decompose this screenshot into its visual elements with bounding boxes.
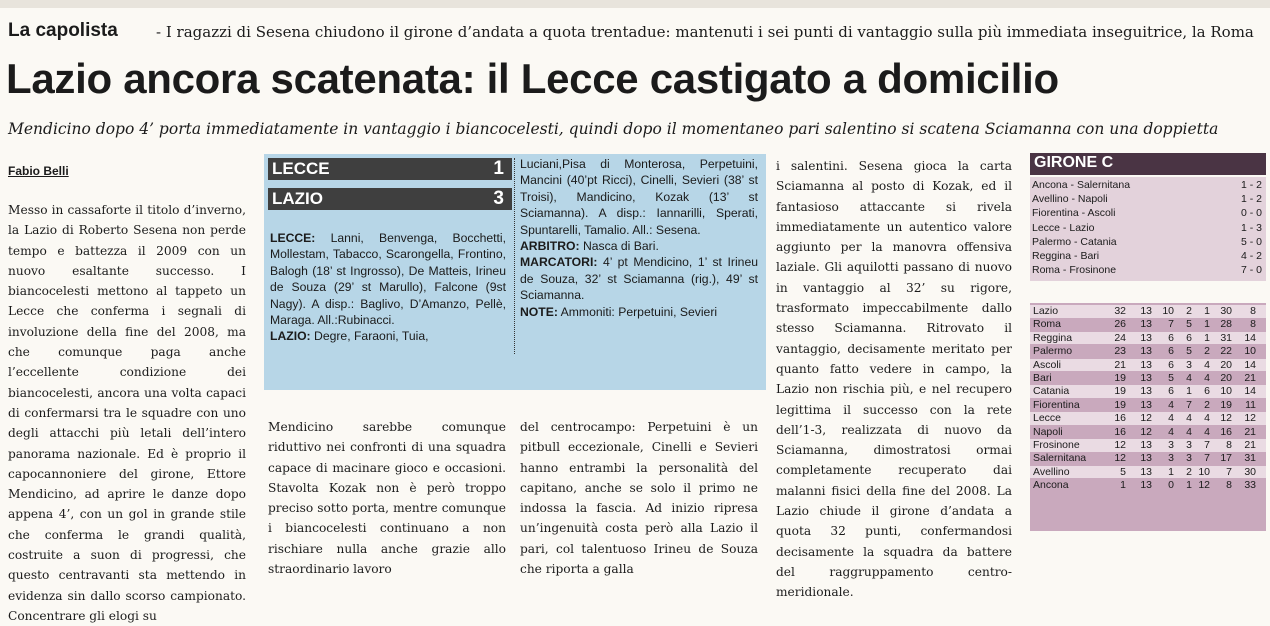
standings-value: 19 — [1114, 385, 1126, 398]
standings-value: 12 — [1198, 479, 1210, 492]
result-match: Roma - Frosinone — [1032, 264, 1117, 277]
standings-value: 8 — [1250, 318, 1256, 331]
article-column-1: Messo in cassaforte il titolo d’inverno, la Lazio di Roberto Sesena non perde tempo e battezza il 2009 con un nuovo esaltante successo. I biancocelesti mettono al tappeto un Lecce che conferma i segnali di involuzione della fine del 2008, ma che comunque paga anche l’eccellente condizione dei biancocelesti, ancora una volta capaci di confermarsi tra le squadre con uno degli attacchi più letali dell’intero panorama nazionale. Ed è proprio il capocannoniere del girone, Ettore Mendicino, ad aprire le danze dopo appena 4’, con un gol in grande stile che conferma le grandi qualità, costruite a suon di progressi, che questo centravanti sta mettendo in evidenza sin dallo scorso campionato. Concentrare gli elogi su — [8, 203, 246, 623]
result-match: Avellino - Napoli — [1032, 193, 1108, 206]
standings-value: 12 — [1114, 439, 1126, 451]
home-score: 1 — [493, 158, 504, 179]
result-score: 0 - 0 — [1240, 207, 1262, 220]
standings-team: Frosinone — [1033, 439, 1080, 451]
standings-value: 19 — [1220, 398, 1232, 411]
standings-team: Ascoli — [1033, 358, 1062, 371]
standings-value: 24 — [1114, 331, 1126, 344]
standings-row — [1030, 452, 1266, 465]
result-match: Palermo - Catania — [1032, 235, 1117, 248]
standings-value: 21 — [1114, 358, 1126, 371]
standings-value: 4 — [1204, 358, 1210, 371]
result-row — [1032, 207, 1264, 219]
standings-team: Lecce — [1033, 412, 1062, 425]
result-match: Lecce - Lazio — [1032, 221, 1095, 234]
standings-value: 6 — [1186, 331, 1192, 344]
standings-value: 4 — [1186, 425, 1192, 438]
lecce-label: LECCE: — [270, 231, 316, 245]
standings-row — [1030, 426, 1266, 439]
standings-value: 8 — [1226, 439, 1232, 451]
standings-value: 1 — [1186, 479, 1192, 492]
standings-value: 21 — [1244, 425, 1256, 438]
standings-row — [1030, 332, 1266, 345]
standings-value: 12 — [1140, 425, 1152, 438]
standings-value: 12 — [1140, 412, 1152, 425]
standings-value: 12 — [1220, 412, 1232, 425]
standings-value: 28 — [1220, 318, 1232, 331]
standings-row — [1030, 479, 1266, 492]
headline: Lazio ancora scatenata: il Lecce castigato a domicilio — [6, 55, 1059, 102]
standings-value: 22 — [1220, 345, 1232, 358]
standings-table — [1030, 303, 1266, 531]
arbitro: Nasca di Bari. — [579, 239, 659, 254]
standings-value: 13 — [1140, 479, 1152, 492]
standings-value: 6 — [1168, 331, 1174, 344]
standings-value: 16 — [1114, 425, 1126, 438]
standings-value: 5 — [1120, 465, 1126, 478]
result-row — [1032, 179, 1264, 191]
standings-value: 4 — [1186, 412, 1192, 425]
standings-value: 10 — [1244, 345, 1256, 358]
standings-value: 3 — [1186, 452, 1192, 465]
lazio-lineup-cont: Luciani,Pisa di Monterosa, Perpetuini, Mancini (40’pt Ricci), Cinelli, Sevieri (38’ st Troisi), Mandicino, Kozak (13’ st Sciamanna). A disp.: Iannarilli, Sperati, Spuntarelli, Tamalio. All.: Sesena. — [520, 157, 758, 237]
standings-value: 13 — [1140, 452, 1152, 465]
standings-value: 4 — [1168, 412, 1174, 425]
lineup-divider — [514, 158, 515, 354]
standings-row — [1030, 305, 1266, 318]
standings-value: 13 — [1140, 358, 1152, 371]
standings-value: 13 — [1140, 345, 1152, 358]
standings-value: 23 — [1114, 345, 1126, 358]
standings-value: 13 — [1140, 331, 1152, 344]
result-row — [1032, 222, 1264, 234]
result-row — [1032, 236, 1264, 248]
author-byline: Fabio Belli — [8, 164, 69, 178]
result-score: 7 - 0 — [1240, 264, 1262, 277]
standings-team: Ancona — [1033, 479, 1069, 492]
standings-value: 4 — [1168, 398, 1174, 411]
standings-value: 4 — [1186, 372, 1192, 384]
standings-value: 30 — [1244, 465, 1256, 478]
standings-value: 20 — [1220, 372, 1232, 384]
result-row — [1032, 193, 1264, 205]
standings-value: 4 — [1168, 425, 1174, 438]
standings-team: Roma — [1033, 318, 1062, 331]
result-score: 4 - 2 — [1240, 250, 1262, 262]
standings-team: Bari — [1033, 372, 1052, 384]
note: Ammoniti: Perpetuini, Sevieri — [557, 304, 718, 319]
standings-value: 5 — [1168, 372, 1174, 384]
standings-value: 32 — [1114, 305, 1126, 317]
standings-value: 21 — [1244, 372, 1256, 384]
away-team: LAZIO — [272, 189, 323, 208]
lineups-right — [520, 156, 758, 320]
standings-value: 10 — [1162, 305, 1174, 317]
standings-value: 2 — [1204, 398, 1210, 411]
standings-value: 1 — [1204, 318, 1210, 331]
standings-team: Napoli — [1033, 425, 1063, 438]
standings-value: 7 — [1186, 398, 1192, 411]
result-score: 5 - 0 — [1240, 235, 1262, 248]
standings-value: 13 — [1140, 398, 1152, 411]
standings-value: 1 — [1186, 385, 1192, 398]
standings-value: 7 — [1204, 452, 1210, 465]
standings-value: 1 — [1120, 479, 1126, 492]
standings-value: 1 — [1204, 331, 1210, 344]
standings-row — [1030, 372, 1266, 385]
standings-value: 2 — [1186, 305, 1192, 317]
kicker-text: - I ragazzi di Sesena chiudono il girone d’andata a quota trentadue: mantenuti i sei punti di vantaggio sulla più immediata inseguitrice, la Roma — [156, 23, 1254, 41]
marcatori-label: MARCATORI: — [520, 255, 598, 270]
standings-value: 13 — [1140, 465, 1152, 478]
standings-value: 5 — [1186, 345, 1192, 358]
article-column-3: del centrocampo: Perpetuini è un pitbull eccezionale, Cinelli e Sevieri hanno entrambi la personalità del capitano, anche se solo il primo ne indossa la fascia. Ad inizio ripresa un’ingenuità costa però alla Lazio il pari, col talentuoso Irineu de Souza che riporta a galla — [520, 420, 758, 577]
standings-value: 6 — [1168, 385, 1174, 398]
result-row — [1032, 250, 1264, 262]
standings-value: 13 — [1140, 372, 1152, 384]
kicker: La capolista — [8, 20, 118, 41]
away-score-bar — [268, 188, 512, 210]
standings-value: 13 — [1140, 318, 1152, 331]
standings-value: 33 — [1244, 479, 1256, 492]
subhead: Mendicino dopo 4’ porta immediatamente in vantaggio i biancocelesti, quindi dopo il momentaneo pari salentino si scatena Sciamanna con una doppietta — [8, 120, 1219, 138]
lineups-left — [270, 230, 506, 345]
standings-value: 26 — [1114, 318, 1126, 331]
result-score: 1 - 2 — [1240, 193, 1262, 206]
standings-row — [1030, 399, 1266, 412]
standings-value: 6 — [1168, 345, 1174, 358]
standings-team: Lazio — [1033, 305, 1059, 317]
standings-row — [1030, 359, 1266, 372]
result-match: Reggina - Bari — [1032, 250, 1100, 262]
standings-value: 4 — [1204, 425, 1210, 438]
result-match: Fiorentina - Ascoli — [1032, 207, 1116, 220]
standings-row — [1030, 318, 1266, 331]
arbitro-label: ARBITRO: — [520, 239, 580, 254]
standings-value: 2 — [1204, 345, 1210, 358]
standings-value: 13 — [1140, 305, 1152, 317]
standings-value: 1 — [1168, 465, 1174, 478]
standings-value: 19 — [1114, 398, 1126, 411]
results-table — [1030, 177, 1266, 281]
standings-value: 8 — [1226, 479, 1232, 492]
standings-team: Palermo — [1033, 345, 1073, 358]
standings-value: 1 — [1204, 305, 1210, 317]
standings-value: 16 — [1220, 425, 1232, 438]
girone-title — [1030, 153, 1266, 175]
standings-team: Avellino — [1033, 465, 1070, 478]
standings-value: 14 — [1244, 358, 1256, 371]
standings-value: 8 — [1250, 305, 1256, 317]
standings-value: 13 — [1140, 439, 1152, 451]
standings-team: Reggina — [1033, 331, 1073, 344]
standings-value: 3 — [1186, 358, 1192, 371]
article-column-4: i salentini. Sesena gioca la carta Sciamanna al posto di Kozak, ed il fantasioso attaccante si rivela immediatamente un autentico valore aggiunto per la manovra offensiva laziale. Gli aquilotti passano di nuovo in vantaggio al 32’ su rigore, trasformato impeccabilmente dallo stesso Sciamanna. Ritrovato il vantaggio, decisamente meritato per quanto fatto vedere in campo, la Lazio non rischia più, e nel recupero legittima il successo con la rete dell’1-3, realizzata di nuovo da Sciamanna, dimostratosi ormai completamente recuperato dai malanni fisici della fine del 2008. La Lazio chiude il girone d’andata a quota 32 punti, confermandosi decisamente la squadra da battere del raggruppamento centro-meridionale. — [776, 159, 1012, 600]
marcatori: 4’ pt Mendicino, 1’ st Irineu de Souza, 32’ st Sciamanna (rig.), 49’ st Sciamanna. — [520, 255, 758, 303]
result-score: 1 - 2 — [1240, 179, 1262, 191]
standings-value: 12 — [1244, 412, 1256, 425]
standings-value: 14 — [1244, 331, 1256, 344]
standings-row — [1030, 385, 1266, 398]
standings-row — [1030, 412, 1266, 425]
standings-value: 2 — [1186, 465, 1192, 478]
standings-value: 11 — [1245, 398, 1256, 411]
home-team: LECCE — [272, 159, 330, 178]
standings-value: 21 — [1244, 439, 1256, 451]
standings-value: 6 — [1168, 358, 1174, 371]
girone-title-text: GIRONE C — [1034, 154, 1114, 171]
standings-row — [1030, 345, 1266, 358]
standings-row — [1030, 466, 1266, 479]
standings-value: 13 — [1140, 385, 1152, 398]
standings-value: 3 — [1168, 452, 1174, 465]
standings-value: 14 — [1244, 385, 1256, 398]
article-column-2: Mendicino sarebbe comunque riduttivo nei confronti di una squadra capace di macinare gioco e occasioni. Stavolta Kozak non è però troppo preciso sotto porta, mentre comunque i biancocelesti continuano a non rischiare nulla anche grazie allo straordinario lavoro — [268, 420, 506, 577]
lazio-label: LAZIO: — [270, 329, 311, 344]
lazio-lineup-start: Degre, Faraoni, Tuia, — [310, 329, 429, 344]
standings-value: 4 — [1204, 372, 1210, 384]
lecce-lineup: Lanni, Benvenga, Bocchetti, Mollestam, Tabacco, Scarongella, Frontino, Balogh (18’ st Ingrosso), De Matteis, Irineu de Souza (29’ st Marullo), Falcone (9st Nagy). A disp.: Baglivo, D’Amanzo, Pellè, Maraga. All.:Rubinacci. — [270, 231, 506, 328]
standings-team: Fiorentina — [1033, 398, 1080, 411]
standings-value: 30 — [1220, 305, 1232, 317]
note-label: NOTE: — [520, 304, 558, 319]
standings-value: 16 — [1114, 412, 1126, 425]
standings-value: 7 — [1226, 465, 1232, 478]
standings-value: 31 — [1244, 452, 1256, 465]
standings-value: 7 — [1204, 439, 1210, 451]
standings-value: 17 — [1220, 452, 1232, 465]
standings-value: 10 — [1220, 385, 1232, 398]
standings-value: 31 — [1220, 331, 1232, 344]
match-scoreboard — [264, 154, 766, 390]
standings-value: 4 — [1204, 412, 1210, 425]
result-row — [1032, 264, 1264, 276]
standings-value: 3 — [1186, 439, 1192, 451]
standings-team: Catania — [1033, 385, 1070, 398]
result-match: Ancona - Salernitana — [1032, 179, 1131, 191]
standings-row — [1030, 439, 1266, 452]
standings-value: 5 — [1186, 318, 1192, 331]
standings-value: 19 — [1114, 372, 1126, 384]
standings-value: 3 — [1168, 439, 1174, 451]
standings-team: Salernitana — [1033, 452, 1087, 465]
away-score: 3 — [493, 188, 504, 209]
standings-value: 10 — [1198, 465, 1210, 478]
standings-value: 20 — [1220, 358, 1232, 371]
top-rule — [0, 0, 1270, 8]
standings-value: 6 — [1204, 385, 1210, 398]
standings-value: 12 — [1114, 452, 1126, 465]
result-score: 1 - 3 — [1240, 221, 1262, 234]
standings-value: 7 — [1168, 318, 1174, 331]
home-score-bar — [268, 158, 512, 180]
standings-value: 0 — [1168, 479, 1174, 492]
